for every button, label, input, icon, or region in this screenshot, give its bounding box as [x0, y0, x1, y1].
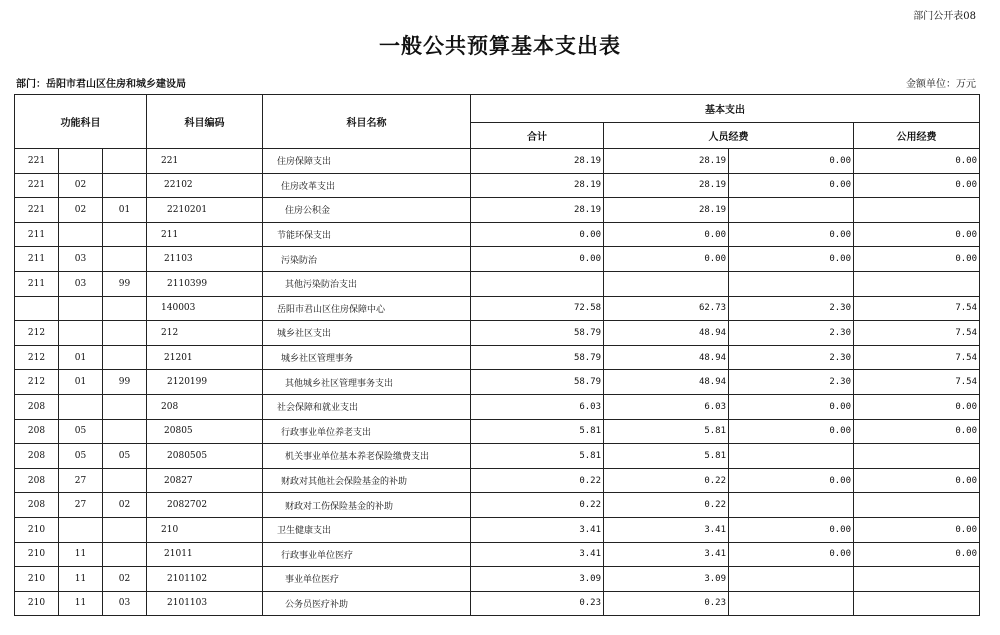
- func-item-cell: 02: [59, 198, 103, 223]
- total-cell: 28.19: [471, 198, 604, 223]
- personnel-cell: 3.41: [604, 517, 729, 542]
- func-item-cell: 11: [59, 542, 103, 567]
- public-expense-cell: [854, 271, 980, 296]
- public-cell: 0.00: [729, 222, 854, 247]
- total-cell: 3.41: [471, 517, 604, 542]
- personnel-cell: 6.03: [604, 394, 729, 419]
- table-row: [15, 321, 980, 346]
- func-item-cell: [59, 149, 103, 174]
- personnel-cell: 0.00: [604, 222, 729, 247]
- personnel-cell: 48.94: [604, 345, 729, 370]
- public-cell: 0.00: [729, 394, 854, 419]
- func-class-cell: 211: [15, 247, 59, 272]
- func-class-cell: 212: [15, 370, 59, 395]
- total-cell: 28.19: [471, 173, 604, 198]
- subject-name-cell: 节能环保支出: [263, 222, 471, 247]
- public-cell: [729, 493, 854, 518]
- table-row: [15, 198, 980, 223]
- subject-name-cell: 其他城乡社区管理事务支出: [263, 370, 471, 395]
- page-title: 一般公共预算基本支出表: [379, 34, 621, 58]
- personnel-cell: 5.81: [604, 444, 729, 469]
- public-expense-cell: [854, 567, 980, 592]
- public-expense-cell: 0.00: [854, 517, 980, 542]
- subject-code-cell: 211: [147, 222, 263, 247]
- table-row: [15, 567, 980, 592]
- table-row: [15, 149, 980, 174]
- public-expense-cell: 0.00: [854, 173, 980, 198]
- subject-name-cell: 城乡社区支出: [263, 321, 471, 346]
- table-row: [15, 444, 980, 469]
- public-expense-cell: 7.54: [854, 296, 980, 321]
- func-class-cell: [15, 296, 59, 321]
- subject-code-cell: 22102: [147, 173, 263, 198]
- func-class-cell: 208: [15, 493, 59, 518]
- public-expense-cell: [854, 444, 980, 469]
- func-subitem-cell: 02: [103, 567, 147, 592]
- func-subitem-cell: [103, 394, 147, 419]
- budget-table: [14, 94, 980, 616]
- table-row: [15, 222, 980, 247]
- department-label: 部门：岳阳市君山区住房和城乡建设局: [16, 79, 186, 90]
- func-subitem-cell: [103, 345, 147, 370]
- subject-code-cell: 208: [147, 394, 263, 419]
- public-expense-cell: 0.00: [854, 247, 980, 272]
- total-cell: 3.09: [471, 567, 604, 592]
- func-subitem-cell: [103, 419, 147, 444]
- header-row: [15, 95, 980, 123]
- total-cell: 3.41: [471, 542, 604, 567]
- subject-code-cell: 2080505: [147, 444, 263, 469]
- subject-code-cell: 2120199: [147, 370, 263, 395]
- func-class-cell: 221: [15, 173, 59, 198]
- func-subitem-cell: [103, 468, 147, 493]
- table-row: [15, 370, 980, 395]
- public-cell: 2.30: [729, 370, 854, 395]
- personnel-cell: 28.19: [604, 149, 729, 174]
- public-cell: 0.00: [729, 468, 854, 493]
- table-body: [15, 149, 980, 616]
- subject-name-cell: 其他污染防治支出: [263, 271, 471, 296]
- table-row: [15, 517, 980, 542]
- personnel-cell: 48.94: [604, 370, 729, 395]
- total-cell: 58.79: [471, 345, 604, 370]
- public-expense-cell: [854, 591, 980, 616]
- header-function-subject: 功能科目: [15, 95, 147, 149]
- func-subitem-cell: [103, 542, 147, 567]
- public-expense-cell: 0.00: [854, 419, 980, 444]
- total-cell: 28.19: [471, 149, 604, 174]
- func-class-cell: 208: [15, 394, 59, 419]
- subject-code-cell: 140003: [147, 296, 263, 321]
- func-item-cell: [59, 222, 103, 247]
- func-item-cell: 27: [59, 468, 103, 493]
- subject-code-cell: 20805: [147, 419, 263, 444]
- table-row: [15, 493, 980, 518]
- func-class-cell: 208: [15, 419, 59, 444]
- func-item-cell: 03: [59, 271, 103, 296]
- func-subitem-cell: [103, 247, 147, 272]
- public-cell: 0.00: [729, 149, 854, 174]
- func-class-cell: 211: [15, 222, 59, 247]
- total-cell: 58.79: [471, 370, 604, 395]
- func-class-cell: 212: [15, 345, 59, 370]
- subject-name-cell: 住房改革支出: [263, 173, 471, 198]
- subject-code-cell: 20827: [147, 468, 263, 493]
- form-number: 部门公开表08: [913, 11, 976, 22]
- public-cell: 0.00: [729, 419, 854, 444]
- public-cell: [729, 444, 854, 469]
- personnel-cell: 3.41: [604, 542, 729, 567]
- func-subitem-cell: [103, 173, 147, 198]
- func-class-cell: 210: [15, 517, 59, 542]
- func-subitem-cell: 03: [103, 591, 147, 616]
- func-class-cell: 210: [15, 591, 59, 616]
- table-row: [15, 468, 980, 493]
- personnel-cell: [604, 271, 729, 296]
- func-subitem-cell: 99: [103, 271, 147, 296]
- personnel-cell: 0.22: [604, 468, 729, 493]
- total-cell: 0.00: [471, 222, 604, 247]
- table-row: [15, 591, 980, 616]
- header-total: 合计: [471, 123, 604, 149]
- personnel-cell: 0.00: [604, 247, 729, 272]
- func-item-cell: [59, 296, 103, 321]
- public-expense-cell: 0.00: [854, 542, 980, 567]
- personnel-cell: 28.19: [604, 198, 729, 223]
- header-public: 公用经费: [854, 123, 980, 149]
- table-row: [15, 345, 980, 370]
- func-class-cell: 208: [15, 444, 59, 469]
- subject-name-cell: 社会保障和就业支出: [263, 394, 471, 419]
- public-expense-cell: 0.00: [854, 468, 980, 493]
- subject-code-cell: 2101103: [147, 591, 263, 616]
- func-class-cell: 210: [15, 567, 59, 592]
- func-item-cell: 01: [59, 345, 103, 370]
- func-subitem-cell: [103, 517, 147, 542]
- public-expense-cell: [854, 198, 980, 223]
- total-cell: 58.79: [471, 321, 604, 346]
- total-cell: 0.00: [471, 247, 604, 272]
- subject-name-cell: 城乡社区管理事务: [263, 345, 471, 370]
- subject-name-cell: 住房公积金: [263, 198, 471, 223]
- func-subitem-cell: 99: [103, 370, 147, 395]
- unit-label: 金额单位：万元: [906, 79, 976, 90]
- personnel-cell: 5.81: [604, 419, 729, 444]
- header-basic-expenditure: 基本支出: [471, 95, 980, 123]
- func-item-cell: 11: [59, 591, 103, 616]
- personnel-cell: 62.73: [604, 296, 729, 321]
- subject-name-cell: 住房保障支出: [263, 149, 471, 174]
- subject-code-cell: 21201: [147, 345, 263, 370]
- func-item-cell: [59, 394, 103, 419]
- public-cell: [729, 591, 854, 616]
- subject-name-cell: 财政对工伤保险基金的补助: [263, 493, 471, 518]
- personnel-cell: 0.22: [604, 493, 729, 518]
- func-item-cell: [59, 517, 103, 542]
- subject-code-cell: 221: [147, 149, 263, 174]
- personnel-cell: 28.19: [604, 173, 729, 198]
- subject-name-cell: 岳阳市君山区住房保障中心: [263, 296, 471, 321]
- total-cell: 5.81: [471, 419, 604, 444]
- public-cell: [729, 198, 854, 223]
- func-class-cell: 211: [15, 271, 59, 296]
- subject-name-cell: 机关事业单位基本养老保险缴费支出: [263, 444, 471, 469]
- table-row: [15, 271, 980, 296]
- public-expense-cell: [854, 493, 980, 518]
- public-cell: [729, 567, 854, 592]
- func-subitem-cell: [103, 149, 147, 174]
- subject-code-cell: 2082702: [147, 493, 263, 518]
- public-expense-cell: 0.00: [854, 222, 980, 247]
- public-expense-cell: 7.54: [854, 370, 980, 395]
- subject-name-cell: 卫生健康支出: [263, 517, 471, 542]
- func-item-cell: 05: [59, 444, 103, 469]
- func-class-cell: 221: [15, 149, 59, 174]
- header-personnel: 人员经费: [604, 123, 854, 149]
- public-cell: 0.00: [729, 173, 854, 198]
- public-cell: 0.00: [729, 247, 854, 272]
- public-cell: [729, 271, 854, 296]
- subject-code-cell: 2101102: [147, 567, 263, 592]
- func-item-cell: 11: [59, 567, 103, 592]
- subject-code-cell: 21011: [147, 542, 263, 567]
- subject-name-cell: 财政对其他社会保险基金的补助: [263, 468, 471, 493]
- header-subject-code: 科目编码: [147, 95, 263, 149]
- table-row: [15, 419, 980, 444]
- func-class-cell: 210: [15, 542, 59, 567]
- func-class-cell: 221: [15, 198, 59, 223]
- total-cell: 6.03: [471, 394, 604, 419]
- header-subject-name: 科目名称: [263, 95, 471, 149]
- func-subitem-cell: 05: [103, 444, 147, 469]
- subject-code-cell: 2110399: [147, 271, 263, 296]
- public-cell: 2.30: [729, 321, 854, 346]
- subject-name-cell: 污染防治: [263, 247, 471, 272]
- func-subitem-cell: [103, 296, 147, 321]
- subject-name-cell: 事业单位医疗: [263, 567, 471, 592]
- func-subitem-cell: 02: [103, 493, 147, 518]
- func-subitem-cell: 01: [103, 198, 147, 223]
- table-row: [15, 296, 980, 321]
- table-row: [15, 173, 980, 198]
- func-class-cell: 212: [15, 321, 59, 346]
- table-row: [15, 394, 980, 419]
- subject-name-cell: 行政事业单位养老支出: [263, 419, 471, 444]
- total-cell: 0.22: [471, 493, 604, 518]
- func-item-cell: 05: [59, 419, 103, 444]
- subject-code-cell: 21103: [147, 247, 263, 272]
- public-expense-cell: 0.00: [854, 149, 980, 174]
- public-cell: 2.30: [729, 345, 854, 370]
- func-item-cell: [59, 321, 103, 346]
- total-cell: [471, 271, 604, 296]
- func-item-cell: 03: [59, 247, 103, 272]
- total-cell: 72.58: [471, 296, 604, 321]
- public-expense-cell: 0.00: [854, 394, 980, 419]
- subject-code-cell: 212: [147, 321, 263, 346]
- func-item-cell: 02: [59, 173, 103, 198]
- func-class-cell: 208: [15, 468, 59, 493]
- public-cell: 0.00: [729, 542, 854, 567]
- func-item-cell: 01: [59, 370, 103, 395]
- func-subitem-cell: [103, 222, 147, 247]
- subject-name-cell: 公务员医疗补助: [263, 591, 471, 616]
- subject-code-cell: 2210201: [147, 198, 263, 223]
- total-cell: 5.81: [471, 444, 604, 469]
- public-expense-cell: 7.54: [854, 321, 980, 346]
- table-row: [15, 247, 980, 272]
- personnel-cell: 0.23: [604, 591, 729, 616]
- public-cell: 0.00: [729, 517, 854, 542]
- personnel-cell: 3.09: [604, 567, 729, 592]
- public-expense-cell: 7.54: [854, 345, 980, 370]
- total-cell: 0.23: [471, 591, 604, 616]
- func-subitem-cell: [103, 321, 147, 346]
- total-cell: 0.22: [471, 468, 604, 493]
- subject-code-cell: 210: [147, 517, 263, 542]
- personnel-cell: 48.94: [604, 321, 729, 346]
- public-cell: 2.30: [729, 296, 854, 321]
- table-row: [15, 542, 980, 567]
- subject-name-cell: 行政事业单位医疗: [263, 542, 471, 567]
- func-item-cell: 27: [59, 493, 103, 518]
